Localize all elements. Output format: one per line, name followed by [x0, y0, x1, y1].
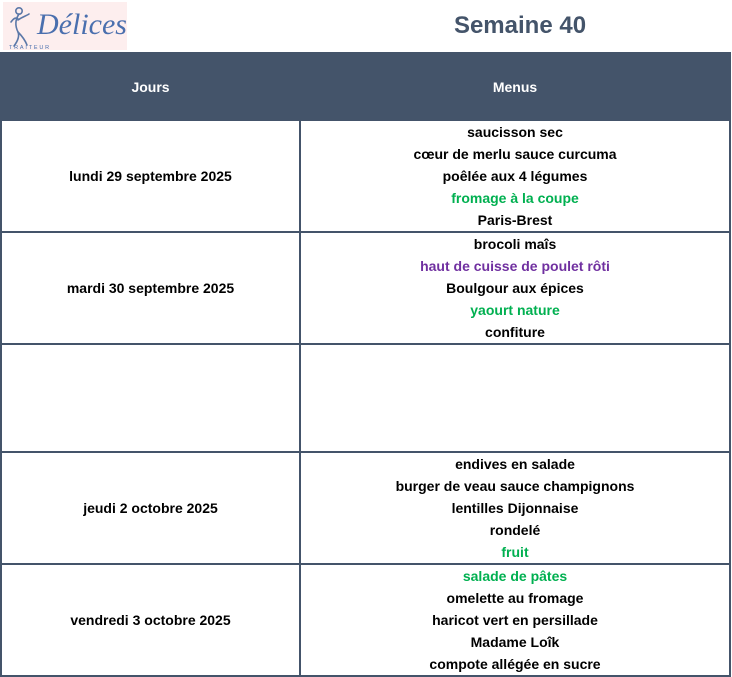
dish-item: fromage à la coupe [451, 190, 579, 206]
menu-cell [300, 344, 730, 452]
menu-table-body [1, 120, 730, 676]
menu-cell [300, 232, 730, 344]
dish-item: saucisson sec [467, 124, 563, 140]
table-row [1, 564, 730, 676]
dish-item: compote allégée en sucre [429, 656, 601, 672]
day-cell [1, 344, 300, 452]
column-header-menus: Menus [300, 53, 730, 120]
dish-item: poêlée aux 4 légumes [442, 168, 588, 184]
dish-item: yaourt nature [470, 302, 560, 318]
table-row [1, 344, 730, 452]
dish-item: endives en salade [455, 456, 575, 472]
table-header-row [1, 53, 730, 120]
day-cell: mardi 30 septembre 2025 [1, 232, 300, 344]
column-header-jours: Jours [1, 53, 300, 120]
dish-item: burger de veau sauce champignons [395, 478, 635, 494]
day-cell: vendredi 3 octobre 2025 [1, 564, 300, 676]
dish-item: Paris-Brest [477, 212, 553, 228]
dish-item: fruit [501, 544, 529, 560]
dish-item: omelette au fromage [446, 590, 584, 606]
dish-item: lentilles Dijonnaise [451, 500, 579, 516]
dish-item: Madame Loîk [470, 634, 560, 650]
menu-cell [300, 452, 730, 564]
day-cell: jeudi 2 octobre 2025 [1, 452, 300, 564]
table-row [1, 120, 730, 232]
dish-item: haut de cuisse de poulet rôti [420, 258, 610, 274]
dish-item: Boulgour aux épices [446, 280, 584, 296]
dish-item: cœur de merlu sauce curcuma [413, 146, 617, 162]
week-title: Semaine 40 [453, 12, 587, 39]
menu-cell [300, 564, 730, 676]
dish-item: haricot vert en persillade [432, 612, 598, 628]
dish-item: rondelé [489, 522, 541, 538]
dish-item: salade de pâtes [462, 568, 568, 584]
day-cell: lundi 29 septembre 2025 [1, 120, 300, 232]
table-row [1, 232, 730, 344]
dish-item: brocoli maîs [473, 236, 557, 252]
menu-table [0, 52, 731, 677]
menu-cell [300, 120, 730, 232]
dish-item: confiture [485, 324, 545, 340]
delices-logo [3, 2, 127, 50]
table-row [1, 452, 730, 564]
logo-wordmark: Délices [37, 8, 127, 41]
logo-subtext: TRAITEUR [9, 45, 51, 50]
